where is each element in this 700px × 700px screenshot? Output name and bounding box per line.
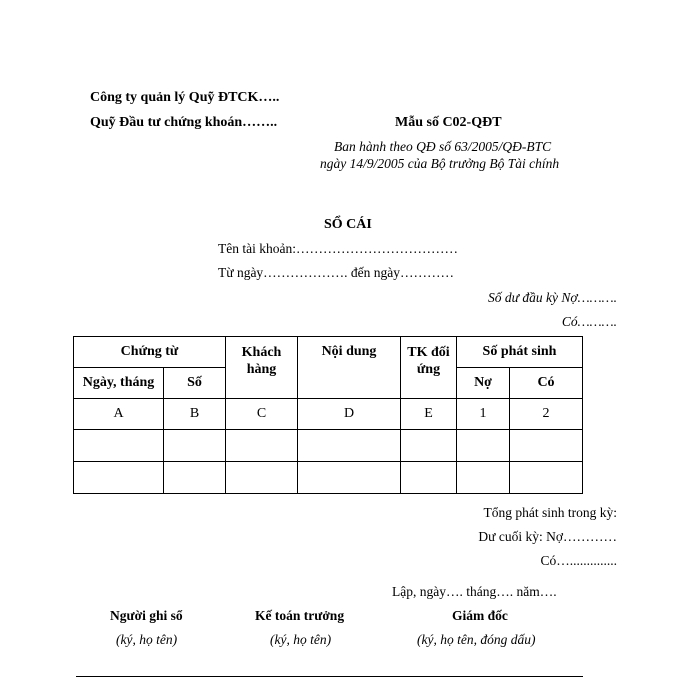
header-date: Ngày, tháng xyxy=(74,368,164,399)
bottom-divider xyxy=(76,676,583,677)
table-cell xyxy=(510,430,583,462)
header-contra-account-label: TK đối ứng xyxy=(407,345,450,377)
table-cell xyxy=(457,430,510,462)
header-number: Số xyxy=(164,368,226,399)
opening-balance-credit: Có………. xyxy=(561,314,617,329)
code-cell: C xyxy=(226,399,298,430)
account-name-line: Tên tài khoản:……………………………… xyxy=(218,241,458,256)
fund-name: Quỹ Đầu tư chứng khoán…….. xyxy=(90,115,278,130)
table-cell xyxy=(298,430,401,462)
code-cell: 1 xyxy=(457,399,510,430)
header-amount: Số phát sinh xyxy=(457,337,583,368)
signer-director: Giám đốc xyxy=(452,608,508,623)
total-in-period: Tổng phát sinh trong kỳ: xyxy=(483,505,617,520)
table-cell xyxy=(457,462,510,494)
opening-balance-debit: Số dư đầu kỳ Nợ………. xyxy=(488,290,617,305)
header-voucher: Chứng từ xyxy=(74,337,226,368)
closing-balance-credit: Có….............. xyxy=(540,553,617,568)
form-number: Mẫu số C02-QĐT xyxy=(395,115,502,130)
signer-director-note: (ký, họ tên, đóng dấu) xyxy=(417,632,536,647)
header-credit: Có xyxy=(510,368,583,399)
closing-balance-debit: Dư cuối kỳ: Nợ………… xyxy=(478,529,617,544)
code-row xyxy=(74,399,583,430)
table-cell xyxy=(74,430,164,462)
header-content: Nội dung xyxy=(298,337,401,399)
header-contra-account xyxy=(401,337,457,399)
header-customer-label: Khách hàng xyxy=(241,345,282,377)
issued-date: ngày 14/9/2005 của Bộ trưởng Bộ Tài chính xyxy=(320,156,560,171)
table-row xyxy=(74,430,583,462)
code-cell: E xyxy=(401,399,457,430)
table-cell xyxy=(510,462,583,494)
table-cell xyxy=(298,462,401,494)
table-cell xyxy=(226,430,298,462)
table-cell xyxy=(226,462,298,494)
issued-decision: Ban hành theo QĐ số 63/2005/QĐ-BTC xyxy=(334,139,552,154)
signer-recorder: Người ghi sổ xyxy=(110,608,183,623)
code-cell: B xyxy=(164,399,226,430)
signer-chief-accountant-note: (ký, họ tên) xyxy=(270,632,332,647)
code-cell: D xyxy=(298,399,401,430)
table-cell xyxy=(401,462,457,494)
signer-recorder-note: (ký, họ tên) xyxy=(116,632,178,647)
signer-chief-accountant: Kế toán trưởng xyxy=(255,608,345,623)
table-cell xyxy=(164,462,226,494)
company-name: Công ty quản lý Quỹ ĐTCK….. xyxy=(90,90,280,105)
table-cell xyxy=(74,462,164,494)
table-row xyxy=(74,462,583,494)
date-range-line: Từ ngày………………. đến ngày………… xyxy=(218,265,455,280)
table-cell xyxy=(164,430,226,462)
header-debit: Nợ xyxy=(457,368,510,399)
place-date-line: Lập, ngày…. tháng…. năm…. xyxy=(392,584,557,599)
code-cell: 2 xyxy=(510,399,583,430)
ledger-table xyxy=(73,336,583,494)
table-cell xyxy=(401,430,457,462)
code-cell: A xyxy=(74,399,164,430)
header-customer xyxy=(226,337,298,399)
page-title: SỔ CÁI xyxy=(324,217,372,232)
